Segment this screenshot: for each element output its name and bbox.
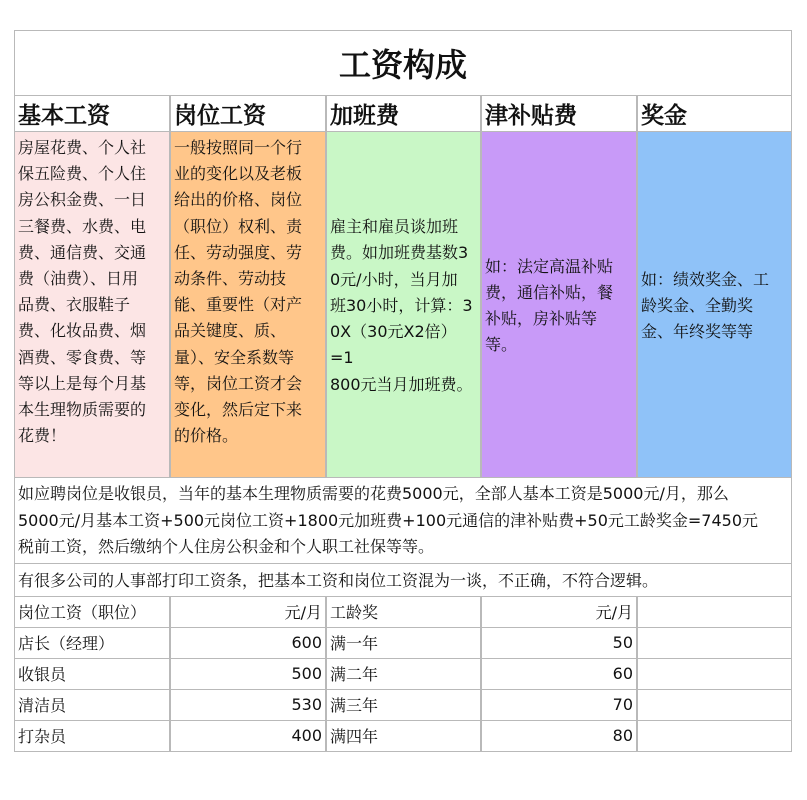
salary-table (14, 30, 792, 752)
row-empty (637, 721, 792, 752)
bonus-description: 如：绩效奖金、工 龄奖金、全勤奖 金、年终奖等等 (641, 269, 770, 342)
allowance-description-cell (481, 132, 637, 478)
example-note: 如应聘岗位是收银员，当年的基本生理物质需要的花费5000元，全部人基本工资是5000元/月，那么 5000元/月基本工资+500元岗位工资+1800元加班费+100元通信的津补贴费+50元工龄奖金=7450元 税前工资，然后缴纳个人住房公积金和个人职工社保等等。 (14, 478, 792, 564)
row-position: 店长（经理） (14, 628, 170, 659)
row-seniority: 满二年 (326, 659, 481, 690)
table-header-unit-2: 元/月 (481, 597, 637, 628)
row-empty (637, 628, 792, 659)
allowance-description: 如：法定高温补贴 费，通信补贴，餐 补贴，房补贴等 等。 (485, 256, 614, 355)
overtime-description-cell (326, 132, 481, 478)
category-description-row (14, 132, 792, 478)
header-basic-salary: 基本工资 (14, 96, 170, 132)
header-overtime: 加班费 (326, 96, 481, 132)
category-header-row (14, 96, 792, 132)
warning-note: 有很多公司的人事部打印工资条，把基本工资和岗位工资混为一谈，不正确，不符合逻辑。 (14, 564, 792, 597)
row-position-amount: 400 (170, 721, 326, 752)
position-salary-description: 一般按照同一个行 业的变化以及老板 给出的价格、岗位 （职位）权利、责 任、劳动强度、劳 动条件、劳动技 能、重要性（对产 品关键度、质、 量）、安全系数等 等，岗位工资才会 变化，然后定下来 的价格。 (170, 132, 326, 478)
table-row (14, 628, 792, 659)
row-position-amount: 500 (170, 659, 326, 690)
row-seniority: 满四年 (326, 721, 481, 752)
row-position-amount: 600 (170, 628, 326, 659)
row-empty (637, 690, 792, 721)
row-seniority-amount: 80 (481, 721, 637, 752)
table-header-position: 岗位工资（职位） (14, 597, 170, 628)
table-header-row (14, 597, 792, 628)
row-position: 清洁员 (14, 690, 170, 721)
row-seniority-amount: 50 (481, 628, 637, 659)
row-position: 打杂员 (14, 721, 170, 752)
header-allowance: 津补贴费 (481, 96, 637, 132)
table-row (14, 659, 792, 690)
row-seniority: 满三年 (326, 690, 481, 721)
table-row (14, 690, 792, 721)
overtime-description: 雇主和雇员谈加班 费。如加班费基数3 0元/小时，当月加 班30小时，计算：3 0X（30元X2倍）=1 800元当月加班费。 (330, 217, 473, 394)
page-title: 工资构成 (14, 30, 792, 96)
row-empty (637, 659, 792, 690)
table-header-seniority: 工龄奖 (326, 597, 481, 628)
basic-salary-description: 房屋花费、个人社 保五险费、个人住 房公积金费、一日 三餐费、水费、电 费、通信费、交通 费（油费）、日用 品费、衣服鞋子 费、化妆品费、烟 酒费、零食费、等 等以上是每个月基 本生理物质需要的 花费！ (14, 132, 170, 478)
row-seniority-amount: 70 (481, 690, 637, 721)
header-position-salary: 岗位工资 (170, 96, 326, 132)
row-position-amount: 530 (170, 690, 326, 721)
table-row (14, 721, 792, 752)
header-bonus: 奖金 (637, 96, 792, 132)
row-position: 收银员 (14, 659, 170, 690)
table-header-empty (637, 597, 792, 628)
row-seniority: 满一年 (326, 628, 481, 659)
row-seniority-amount: 60 (481, 659, 637, 690)
table-header-unit: 元/月 (170, 597, 326, 628)
bonus-description-cell (637, 132, 792, 478)
